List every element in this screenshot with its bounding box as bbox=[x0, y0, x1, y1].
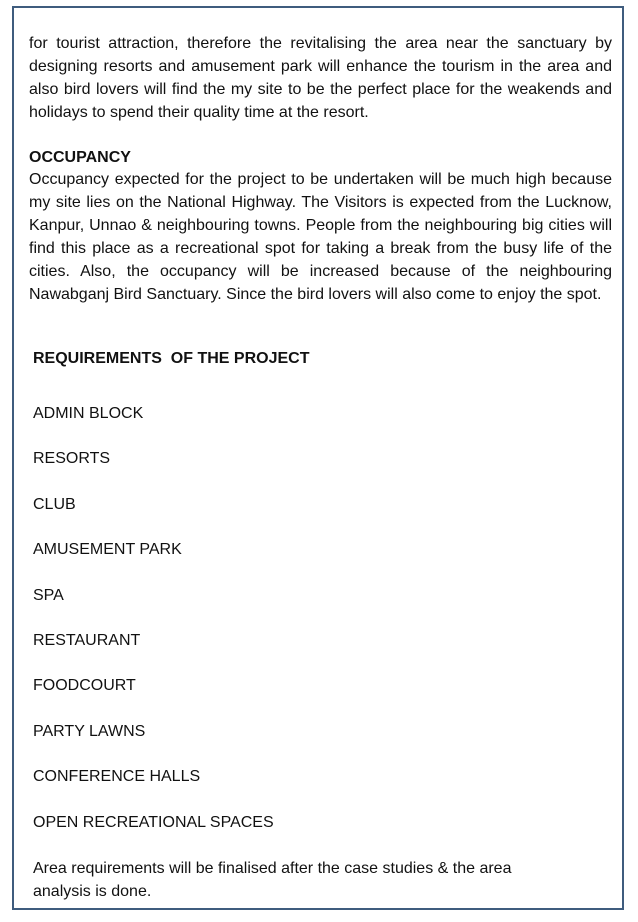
requirements-list bbox=[33, 402, 274, 856]
occupancy-paragraph: Occupancy expected for the project to be undertaken will be much high because my site lies on the National Highway. The Visitors is expected from the Lucknow, Kanpur, Unnao & neighbouring towns. People from the neighbouring big cities will find this place as a recreational spot for taking a break from the busy life of the cities. Also, the occupancy will be increased because of the neighbouring Nawabganj Bird Sanctuary. Since the bird lovers will also come to enjoy the spot. bbox=[29, 171, 612, 303]
list-item: RESORTS bbox=[33, 450, 111, 468]
list-item: CLUB bbox=[33, 495, 76, 513]
list-item: ADMIN BLOCK bbox=[33, 405, 144, 422]
intro-paragraph: for tourist attraction, therefore the revitalising the area near the sanctuary by designing resorts and amusement park will enhance the tourism in the area and also bird lovers will find the my site to be the perfect place for the weakends and holidays to spend their quality time at the resort. bbox=[29, 35, 612, 121]
requirements-heading: REQUIREMENTS OF THE PROJECT bbox=[33, 350, 310, 367]
list-item: AMUSEMENT PARK bbox=[33, 541, 182, 559]
list-item: FOODCOURT bbox=[33, 677, 136, 695]
list-item: RESTAURANT bbox=[33, 631, 141, 649]
list-item: CONFERENCE HALLS bbox=[33, 768, 201, 786]
list-item: SPA bbox=[33, 586, 64, 604]
list-item: OPEN RECREATIONAL SPACES bbox=[33, 813, 274, 831]
list-item: PARTY LAWNS bbox=[33, 722, 146, 740]
closing-note: Area requirements will be finalised after the case studies & the area analysis is done. bbox=[33, 860, 512, 900]
occupancy-heading: OCCUPANCY bbox=[29, 149, 131, 166]
